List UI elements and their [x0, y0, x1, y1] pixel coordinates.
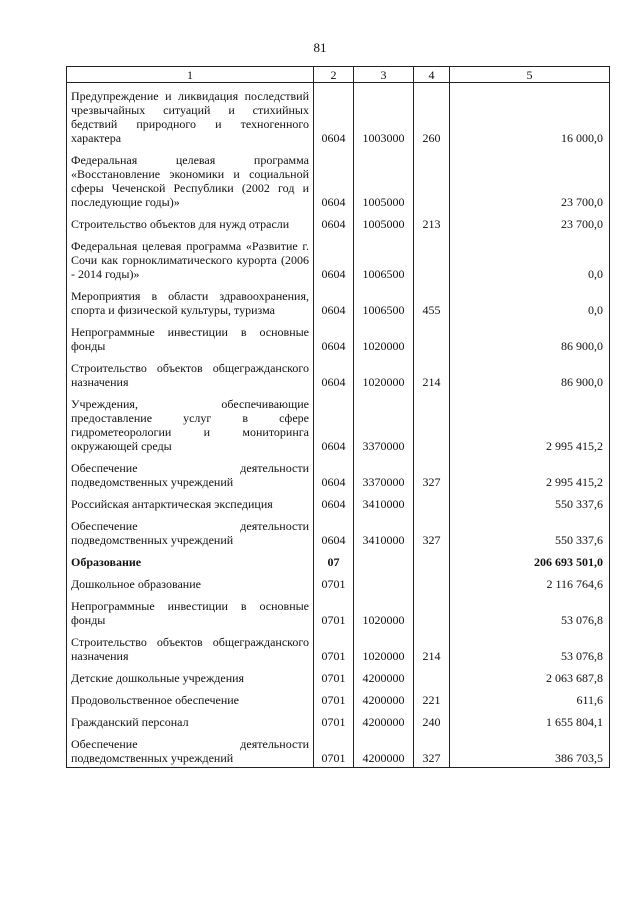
article-code: 4200000	[354, 731, 414, 768]
row-amount: 0,0	[450, 283, 610, 319]
row-name: Строительство объектов общегражданского назначения	[67, 629, 314, 665]
expense-type-code	[414, 233, 450, 283]
table-row	[67, 709, 610, 731]
article-code: 4200000	[354, 665, 414, 687]
article-code	[354, 549, 414, 571]
row-name: Предупреждение и ликвидация последствий чрезвычайных ситуаций и стихийных бедствий природного и техногенного характера	[67, 83, 314, 148]
table-row	[67, 549, 610, 571]
row-name: Гражданский персонал	[67, 709, 314, 731]
row-amount: 1 655 804,1	[450, 709, 610, 731]
row-amount: 2 995 415,2	[450, 391, 610, 455]
article-code: 1006500	[354, 233, 414, 283]
table-row	[67, 593, 610, 629]
expense-type-code: 214	[414, 355, 450, 391]
column-header: 4	[414, 67, 450, 83]
section-code: 0701	[314, 687, 354, 709]
section-code: 0604	[314, 319, 354, 355]
expense-type-code	[414, 665, 450, 687]
expense-type-code	[414, 391, 450, 455]
row-amount: 550 337,6	[450, 513, 610, 549]
row-amount: 23 700,0	[450, 211, 610, 233]
row-name: Обеспечение деятельности подведомственных учреждений	[67, 731, 314, 768]
article-code: 3370000	[354, 391, 414, 455]
row-amount: 16 000,0	[450, 83, 610, 148]
section-code: 0701	[314, 709, 354, 731]
section-code: 0604	[314, 147, 354, 211]
expense-type-code: 327	[414, 513, 450, 549]
row-name: Образование	[67, 549, 314, 571]
header-row	[67, 67, 610, 83]
article-code: 1005000	[354, 147, 414, 211]
row-name: Обеспечение деятельности подведомственных учреждений	[67, 455, 314, 491]
row-name: Продовольственное обеспечение	[67, 687, 314, 709]
row-amount: 550 337,6	[450, 491, 610, 513]
table-row	[67, 629, 610, 665]
expense-type-code: 213	[414, 211, 450, 233]
article-code: 1020000	[354, 629, 414, 665]
expense-type-code	[414, 147, 450, 211]
article-code: 1020000	[354, 319, 414, 355]
article-code: 4200000	[354, 709, 414, 731]
article-code: 1005000	[354, 211, 414, 233]
row-amount: 53 076,8	[450, 593, 610, 629]
article-code: 3370000	[354, 455, 414, 491]
expense-type-code	[414, 571, 450, 593]
article-code: 3410000	[354, 513, 414, 549]
expense-type-code	[414, 319, 450, 355]
row-name: Строительство объектов общегражданского назначения	[67, 355, 314, 391]
table-row	[67, 687, 610, 709]
expense-type-code	[414, 549, 450, 571]
column-header: 5	[450, 67, 610, 83]
row-amount: 386 703,5	[450, 731, 610, 768]
row-amount: 86 900,0	[450, 319, 610, 355]
row-amount: 86 900,0	[450, 355, 610, 391]
row-name: Дошкольное образование	[67, 571, 314, 593]
row-name: Строительство объектов для нужд отрасли	[67, 211, 314, 233]
column-header: 1	[67, 67, 314, 83]
expense-type-code: 327	[414, 731, 450, 768]
row-name: Обеспечение деятельности подведомственных учреждений	[67, 513, 314, 549]
row-name: Непрограммные инвестиции в основные фонды	[67, 319, 314, 355]
table-row	[67, 233, 610, 283]
article-code: 3410000	[354, 491, 414, 513]
expense-type-code: 455	[414, 283, 450, 319]
table-row	[67, 571, 610, 593]
section-code: 0701	[314, 731, 354, 768]
table-row	[67, 147, 610, 211]
table-row	[67, 211, 610, 233]
section-code: 0604	[314, 211, 354, 233]
table-row	[67, 319, 610, 355]
section-code: 0701	[314, 593, 354, 629]
expense-type-code: 327	[414, 455, 450, 491]
table-row	[67, 731, 610, 768]
table-row	[67, 665, 610, 687]
section-code: 0701	[314, 629, 354, 665]
expense-type-code: 221	[414, 687, 450, 709]
article-code: 4200000	[354, 687, 414, 709]
expense-type-code: 260	[414, 83, 450, 148]
table-row	[67, 513, 610, 549]
table-row	[67, 283, 610, 319]
table-row	[67, 455, 610, 491]
table-row	[67, 83, 610, 148]
article-code: 1020000	[354, 593, 414, 629]
row-name: Непрограммные инвестиции в основные фонды	[67, 593, 314, 629]
row-name: Мероприятия в области здравоохранения, спорта и физической культуры, туризма	[67, 283, 314, 319]
section-code: 0604	[314, 83, 354, 148]
column-header: 3	[354, 67, 414, 83]
table-row	[67, 491, 610, 513]
expense-type-code: 240	[414, 709, 450, 731]
row-amount: 0,0	[450, 233, 610, 283]
row-name: Российская антарктическая экспедиция	[67, 491, 314, 513]
row-name: Детские дошкольные учреждения	[67, 665, 314, 687]
section-code: 0604	[314, 455, 354, 491]
expense-type-code	[414, 491, 450, 513]
section-code: 0604	[314, 283, 354, 319]
budget-table	[66, 66, 610, 768]
row-amount: 2 995 415,2	[450, 455, 610, 491]
row-amount: 2 116 764,6	[450, 571, 610, 593]
section-code: 0701	[314, 665, 354, 687]
section-code: 0604	[314, 491, 354, 513]
table-row	[67, 391, 610, 455]
row-amount: 2 063 687,8	[450, 665, 610, 687]
page-number: 81	[313, 40, 327, 55]
table-row	[67, 355, 610, 391]
section-code: 0701	[314, 571, 354, 593]
article-code: 1006500	[354, 283, 414, 319]
article-code: 1003000	[354, 83, 414, 148]
row-amount: 206 693 501,0	[450, 549, 610, 571]
row-amount: 53 076,8	[450, 629, 610, 665]
section-code: 0604	[314, 233, 354, 283]
row-name: Федеральная целевая программа «Развитие г. Сочи как горноклиматического курорта (2006 - 2014 годы)»	[67, 233, 314, 283]
section-code: 07	[314, 549, 354, 571]
row-name: Федеральная целевая программа «Восстановление экономики и социальной сферы Чеченской Республики (2002 год и последующие годы)»	[67, 147, 314, 211]
expense-type-code	[414, 593, 450, 629]
article-code: 1020000	[354, 355, 414, 391]
article-code	[354, 571, 414, 593]
row-name: Учреждения, обеспечивающие предоставление услуг в сфере гидрометеорологии и мониторинга окружающей среды	[67, 391, 314, 455]
section-code: 0604	[314, 513, 354, 549]
expense-type-code: 214	[414, 629, 450, 665]
row-amount: 611,6	[450, 687, 610, 709]
section-code: 0604	[314, 355, 354, 391]
row-amount: 23 700,0	[450, 147, 610, 211]
column-header: 2	[314, 67, 354, 83]
section-code: 0604	[314, 391, 354, 455]
